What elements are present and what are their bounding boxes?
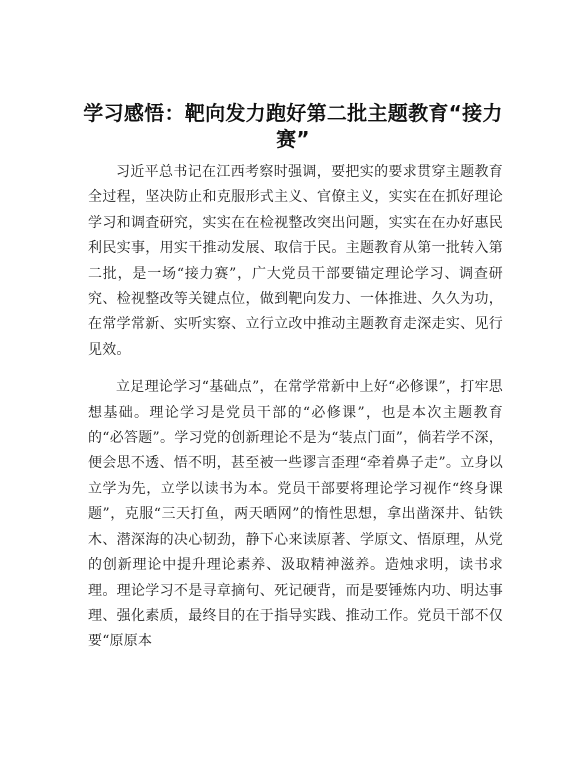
paragraph-1: 习近平总书记在江西考察时强调，要把实的要求贯穿主题教育全过程，坚决防止和克服形式主义、官僚主义，实实在在抓好理论学习和调査研究，实实在在检视整改突出问题，实实在在办好惠民利民实事，用实干推动发展、取信于民。主题教育从第一批转入第二批，是一场“接力赛”，广大党员干部要锚定理论学习、调查研究、检视整改等关键点位，做到靶向发力、一体推进、久久为功，在常学常新、实听实察、立行立改中推动主题教育走深走实、见行见效。 xyxy=(88,164,503,358)
document-title: 学习感悟：靶向发力跑好第二批主题教育“接力赛” xyxy=(83,101,503,151)
document-body xyxy=(88,160,503,655)
paragraph-2: 立足理论学习“基础点”，在常学常新中上好“必修课”，打牢思想基础。理论学习是党员干部的“必修课”，也是本次主题教育的“必答题”。学习党的创新理论不是为“装点门面”，倘若学不深，便会思不透、悟不明，甚至被一些谬言歪理“牵着鼻子走”。立身以立学为先，立学以读书为本。党员干部要将理论学习视作“终身课题”，克服“三天打鱼，两天晒网”的惰性思想，拿出凿深井、钻铁木、潜深海的决心韧劲，静下心来读原著、学原文、悟原理，从党的创新理论中提升理论素养、汲取精神滋养。造烛求明，读书求理。理论学习不是寻章摘句、死记硬背，而是要锤炼内功、明达事理、强化素质，最终目的在于指导实践、推动工作。党员干部不仅要“原原本 xyxy=(88,379,503,650)
